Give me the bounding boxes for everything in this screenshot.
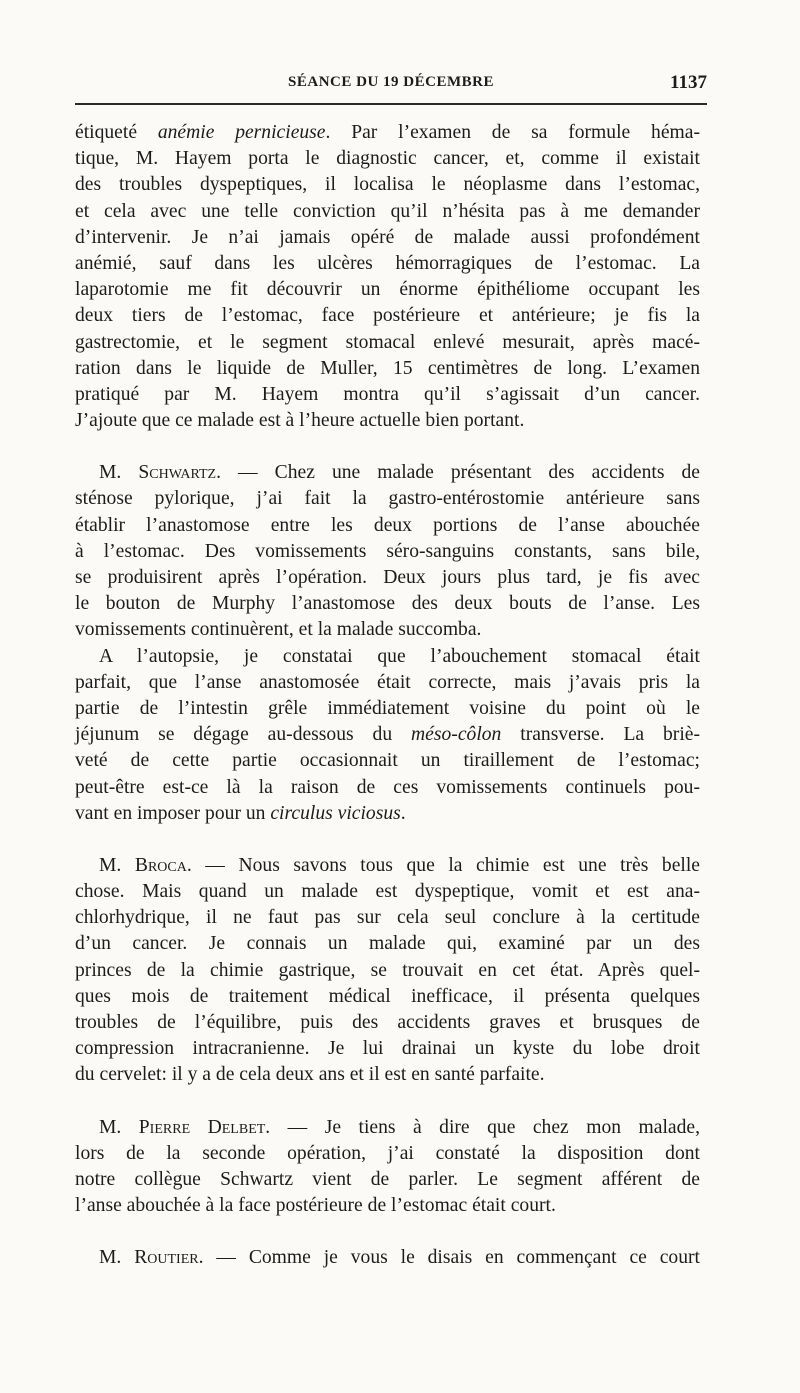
text-line: anémié, sauf dans les ulcères hémorragiques de l’estomac. La (75, 252, 700, 274)
italic-term: méso-côlon (411, 724, 502, 746)
speaker-name: M. Broca. (99, 854, 192, 876)
text-line: tique, M. Hayem porta le diagnostic cancer, et, comme il existait (75, 148, 700, 170)
paragraph-schwartz (75, 460, 700, 643)
page-header (75, 72, 707, 96)
text-line: parfait, que l’anse anastomosée était correcte, mais j’avais pris la (75, 671, 700, 693)
text-line: M. Pierre Delbet. — Je tiens à dire que chez mon malade, (99, 1116, 700, 1138)
italic-term: anémie pernicieuse (157, 122, 326, 143)
text-line: sténose pylorique, j’ai fait la gastro-entérostomie antérieure sans (75, 488, 700, 510)
body-text (75, 120, 700, 1272)
paragraph-routier (75, 1245, 700, 1271)
text-line: se produisirent après l’opération. Deux jours plus tard, je fis avec (75, 567, 700, 588)
text-line: M. Routier. — Comme je vous le disais en commençant ce court (99, 1247, 700, 1269)
text-line: lors de la seconde opération, j’ai constaté la disposition dont (75, 1142, 700, 1164)
text-line: troubles de l’équilibre, puis des accidents graves et brusques de (75, 1012, 700, 1033)
text-line: A l’autopsie, je constatai que l’abouchement stomacal était (99, 645, 700, 667)
text-line: princes de la chimie gastrique, se trouvait en cet état. Après quel- (75, 959, 700, 981)
text-line: le bouton de Murphy l’anastomose des deux bouts de l’anse. Les (75, 593, 700, 615)
speaker-name: M. Schwartz. (99, 462, 221, 484)
text-line: gastrectomie, et le segment stomacal enlevé mesurait, après macé- (75, 331, 700, 353)
text-line: ques mois de traitement médical inefficace, il présenta quelques (75, 985, 700, 1007)
paragraph-autopsie (75, 644, 700, 827)
text-line: d’intervenir. Je n’ai jamais opéré de malade aussi profondément (75, 226, 700, 248)
text-line: ration dans le liquide de Muller, 15 centimètres de long. L’examen (75, 357, 700, 379)
paragraph-delbet (75, 1115, 700, 1220)
text-line: d’un cancer. Je connais un malade qui, examiné par un des (75, 933, 700, 955)
text-line: partie de l’intestin grêle immédiatement voisine du point où le (75, 697, 700, 719)
text-line: peut-être est-ce là la raison de ces vomissements continuels pou- (75, 776, 700, 798)
speaker-name: M. Routier. (99, 1247, 204, 1269)
text-line: chlorhydrique, il ne faut pas sur cela seul conclure à la certitude (75, 907, 700, 929)
text-line: chose. Mais quand un malade est dyspeptique, vomit et est ana- (75, 881, 700, 903)
text-line: M. Broca. — Nous savons tous que la chimie est une très belle (99, 854, 700, 876)
page-number: 1137 (670, 72, 707, 93)
text-line: l’anse abouchée à la face postérieure de l’estomac était court. (75, 1195, 556, 1217)
text-line: du cervelet: il y a de cela deux ans et il est en santé parfaite. (75, 1064, 545, 1086)
text-line: établir l’anastomose entre les deux portions de l’anse abouchée (75, 514, 700, 536)
text-line: laparotomie me fit découvrir un énorme épithéliome occupant les (75, 279, 700, 301)
paragraph-broca (75, 853, 700, 1089)
speaker-name: M. Pierre Delbet. (99, 1116, 271, 1138)
text-line: vomissements continuèrent, et la malade succomba. (75, 619, 482, 641)
text-line: M. Schwartz. — Chez une malade présentant des accidents de (99, 462, 700, 484)
paragraph-anemie (75, 120, 700, 434)
text-line: compression intracranienne. Je lui drainai un kyste du lobe droit (75, 1038, 700, 1060)
text-line: des troubles dyspeptiques, il localisa le néoplasme dans l’estomac, (75, 174, 700, 196)
italic-term: circulus viciosus (270, 802, 401, 824)
text-line: à l’estomac. Des vomissements séro-sanguins constants, sans bile, (75, 540, 700, 562)
text-line: J’ajoute que ce malade est à l’heure actuelle bien portant. (75, 410, 525, 432)
text-line: pratiqué par M. Hayem montra qu’il s’agissait d’un cancer. (75, 383, 700, 405)
text-line: et cela avec une telle conviction qu’il n’hésita pas à me demander (75, 200, 700, 222)
text-line: jéjunum se dégage au-dessous du méso-côlon transverse. La briè- (75, 724, 700, 746)
text-line: veté de cette partie occasionnait un tiraillement de l’estomac; (75, 750, 700, 772)
text-line: deux tiers de l’estomac, face postérieure et antérieure; je fis la (75, 305, 700, 327)
header-rule (75, 103, 707, 105)
running-title: SÉANCE DU 19 DÉCEMBRE (288, 74, 494, 90)
text-line: vant en imposer pour un circulus viciosus. (75, 802, 406, 824)
text-line: notre collègue Schwartz vient de parler. Le segment afférent de (75, 1168, 700, 1190)
text-line: étiqueté anémie pernicieuse. Par l’examen de sa formule héma- (75, 122, 700, 143)
